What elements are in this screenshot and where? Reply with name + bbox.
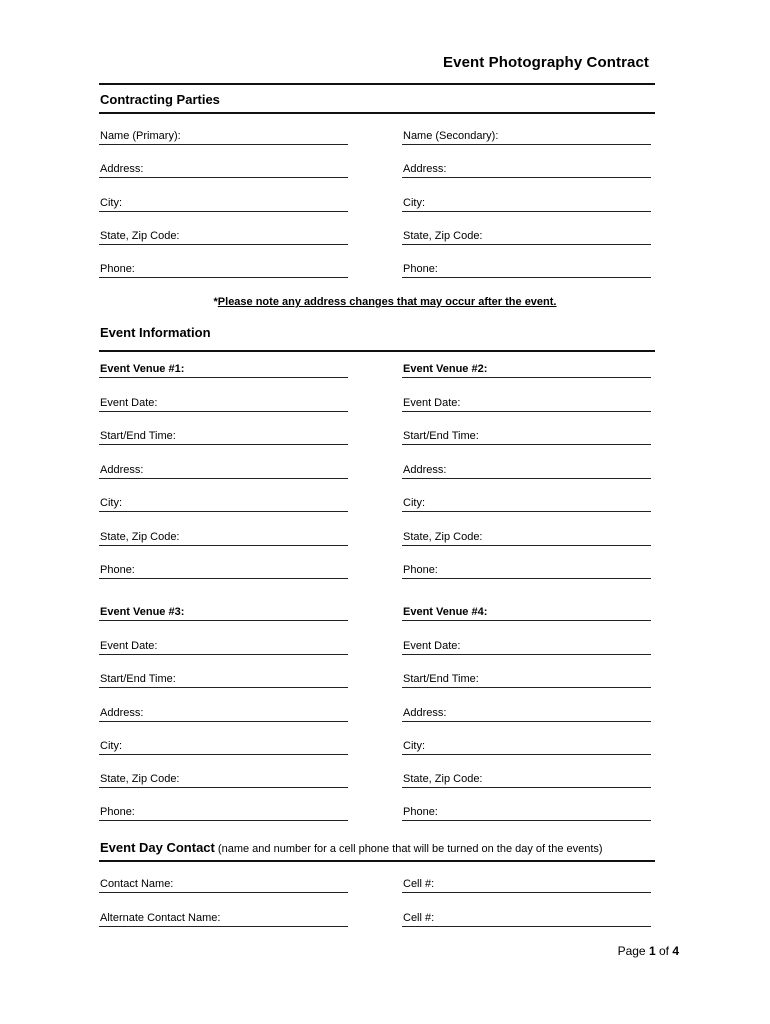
page-current: 1 bbox=[648, 944, 656, 958]
contact-heading-label: Event Day Contact bbox=[100, 840, 215, 855]
field-venue-3-address[interactable] bbox=[99, 705, 348, 722]
field-label: Phone: bbox=[403, 263, 438, 275]
section-heading-event-day-contact bbox=[100, 840, 603, 855]
field-label: Address: bbox=[403, 163, 447, 175]
field-label: City: bbox=[403, 740, 425, 752]
field-venue-1-state-zip[interactable] bbox=[99, 529, 348, 546]
field-venue-2-time[interactable] bbox=[402, 428, 651, 445]
field-venue-1-time[interactable] bbox=[99, 428, 348, 445]
field-label: Start/End Time: bbox=[100, 430, 176, 442]
contact-paren-open: ( bbox=[214, 843, 222, 855]
field-venue-1-address[interactable] bbox=[99, 462, 348, 479]
contact-paren-close: ) bbox=[598, 843, 603, 855]
page-total: 4 bbox=[672, 944, 679, 958]
contact-subtitle: name and number for a cell phone that will be turned on the day of the events bbox=[221, 843, 599, 855]
field-venue-1-phone[interactable] bbox=[99, 562, 348, 579]
field-venue-3-phone[interactable] bbox=[99, 804, 348, 821]
field-venue-4-time[interactable] bbox=[402, 671, 651, 688]
page-prefix: Page bbox=[617, 944, 649, 958]
field-label: Event Date: bbox=[403, 640, 461, 652]
field-label: City: bbox=[100, 497, 122, 509]
field-label: Event Date: bbox=[403, 397, 461, 409]
field-label: Event Venue #1: bbox=[100, 363, 185, 375]
field-label: City: bbox=[403, 497, 425, 509]
field-venue-2-address[interactable] bbox=[402, 462, 651, 479]
note-text: Please note any address changes that may occur after the event. bbox=[217, 296, 557, 308]
field-name-primary[interactable] bbox=[99, 128, 348, 145]
field-label: Phone: bbox=[403, 806, 438, 818]
field-label: Alternate Contact Name: bbox=[100, 912, 221, 924]
field-alternate-contact-cell[interactable] bbox=[402, 910, 651, 927]
field-name-secondary[interactable] bbox=[402, 128, 651, 145]
field-venue-4[interactable] bbox=[402, 604, 651, 621]
field-label: City: bbox=[100, 740, 122, 752]
field-label: State, Zip Code: bbox=[100, 773, 180, 785]
field-state-zip-secondary[interactable] bbox=[402, 228, 651, 245]
field-city-secondary[interactable] bbox=[402, 195, 651, 212]
address-change-note bbox=[0, 296, 770, 308]
field-venue-1-date[interactable] bbox=[99, 395, 348, 412]
page-of: of bbox=[655, 944, 673, 958]
field-label: State, Zip Code: bbox=[100, 230, 180, 242]
field-label: Phone: bbox=[100, 263, 135, 275]
field-label: Address: bbox=[100, 464, 144, 476]
page-title: Event Photography Contract bbox=[443, 54, 649, 71]
field-label: Phone: bbox=[403, 564, 438, 576]
field-label: Event Venue #4: bbox=[403, 606, 488, 618]
field-label: Cell #: bbox=[403, 912, 435, 924]
field-label: State, Zip Code: bbox=[100, 531, 180, 543]
note-asterisk: * bbox=[213, 296, 218, 308]
page-number bbox=[618, 944, 679, 958]
field-venue-2-state-zip[interactable] bbox=[402, 529, 651, 546]
field-label: Address: bbox=[403, 464, 447, 476]
field-venue-3-date[interactable] bbox=[99, 638, 348, 655]
field-contact-name[interactable] bbox=[99, 876, 348, 893]
field-venue-3-time[interactable] bbox=[99, 671, 348, 688]
field-address-secondary[interactable] bbox=[402, 161, 651, 178]
field-label: Contact Name: bbox=[100, 878, 174, 890]
title-rule bbox=[99, 83, 655, 85]
field-label: Address: bbox=[403, 707, 447, 719]
field-alternate-contact-name[interactable] bbox=[99, 910, 348, 927]
field-label: State, Zip Code: bbox=[403, 230, 483, 242]
field-label: Start/End Time: bbox=[100, 673, 176, 685]
section-rule bbox=[99, 860, 655, 862]
field-label: Phone: bbox=[100, 564, 135, 576]
section-rule bbox=[99, 112, 655, 114]
field-label: Start/End Time: bbox=[403, 673, 479, 685]
field-label: Event Venue #2: bbox=[403, 363, 488, 375]
field-label: Event Date: bbox=[100, 640, 158, 652]
field-contact-cell[interactable] bbox=[402, 876, 651, 893]
field-phone-primary[interactable] bbox=[99, 261, 348, 278]
field-label: Phone: bbox=[100, 806, 135, 818]
field-venue-3-state-zip[interactable] bbox=[99, 771, 348, 788]
field-venue-3-city[interactable] bbox=[99, 738, 348, 755]
field-venue-2-city[interactable] bbox=[402, 495, 651, 512]
field-label: Name (Secondary): bbox=[403, 130, 499, 142]
field-venue-4-date[interactable] bbox=[402, 638, 651, 655]
field-venue-2-date[interactable] bbox=[402, 395, 651, 412]
field-label: City: bbox=[100, 197, 122, 209]
field-venue-4-city[interactable] bbox=[402, 738, 651, 755]
field-label: Address: bbox=[100, 707, 144, 719]
field-label: State, Zip Code: bbox=[403, 773, 483, 785]
field-label: Event Venue #3: bbox=[100, 606, 185, 618]
field-city-primary[interactable] bbox=[99, 195, 348, 212]
section-rule bbox=[99, 350, 655, 352]
field-venue-2-phone[interactable] bbox=[402, 562, 651, 579]
field-state-zip-primary[interactable] bbox=[99, 228, 348, 245]
field-venue-1-city[interactable] bbox=[99, 495, 348, 512]
section-heading-contracting-parties: Contracting Parties bbox=[100, 92, 220, 107]
field-label: State, Zip Code: bbox=[403, 531, 483, 543]
field-address-primary[interactable] bbox=[99, 161, 348, 178]
field-venue-4-state-zip[interactable] bbox=[402, 771, 651, 788]
field-venue-4-phone[interactable] bbox=[402, 804, 651, 821]
field-label: Address: bbox=[100, 163, 144, 175]
field-venue-4-address[interactable] bbox=[402, 705, 651, 722]
field-label: City: bbox=[403, 197, 425, 209]
field-label: Cell #: bbox=[403, 878, 435, 890]
field-phone-secondary[interactable] bbox=[402, 261, 651, 278]
field-label: Name (Primary): bbox=[100, 130, 181, 142]
field-venue-2[interactable] bbox=[402, 361, 651, 378]
field-venue-3[interactable] bbox=[99, 604, 348, 621]
field-venue-1[interactable] bbox=[99, 361, 348, 378]
field-label: Event Date: bbox=[100, 397, 158, 409]
field-label: Start/End Time: bbox=[403, 430, 479, 442]
section-heading-event-information: Event Information bbox=[100, 325, 211, 340]
